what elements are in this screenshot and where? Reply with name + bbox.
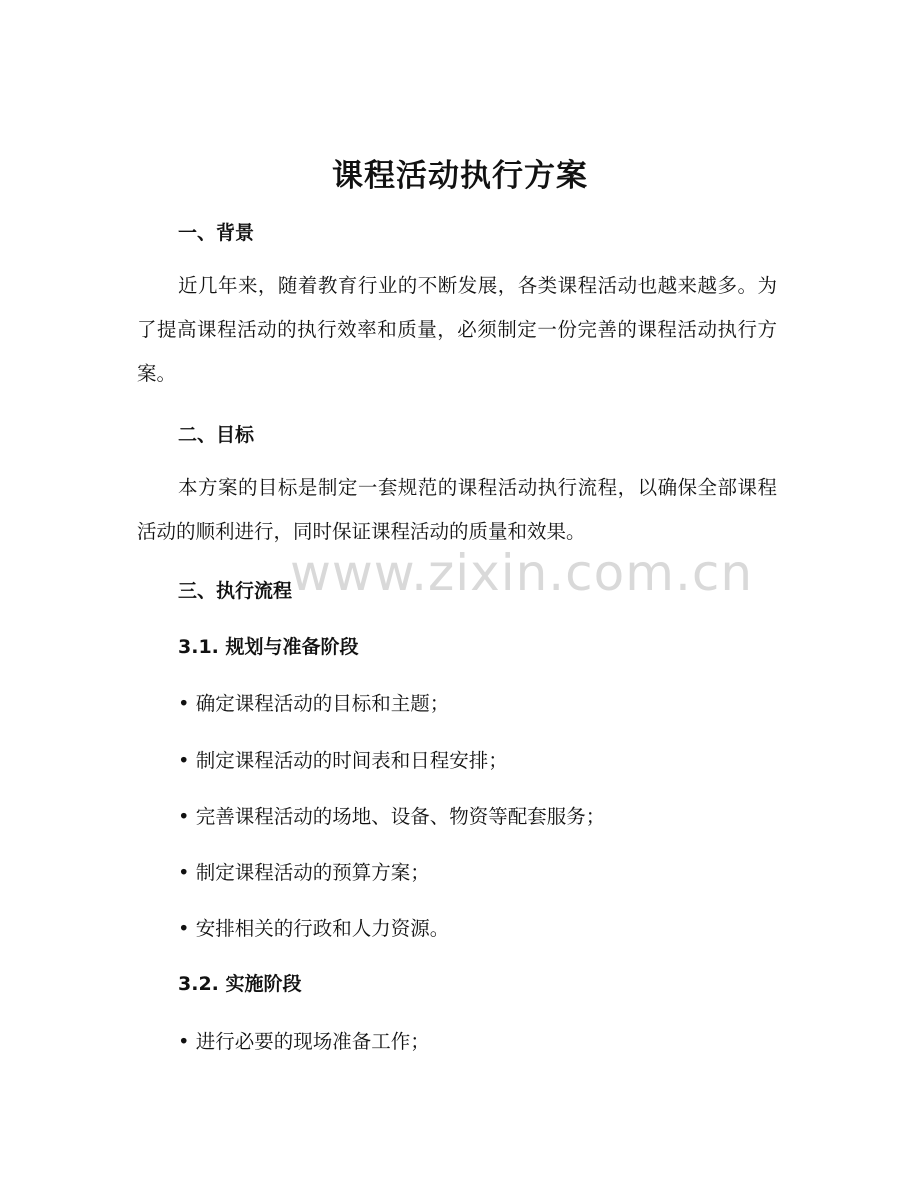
section-heading-process: 三、执行流程 [178,580,293,602]
subsection-heading-implementation: 3.2. 实施阶段 [178,973,302,995]
subsection-heading-planning: 3.1. 规划与准备阶段 [178,636,359,658]
list-item: • 确定课程活动的目标和主题； [178,692,450,715]
section-heading-goal: 二、目标 [178,424,255,446]
background-paragraph: 近几年来，随着教育行业的不断发展，各类课程活动也越来越多。为了提高课程活动的执行效率和质量，必须制定一份完善的课程活动执行方案。 [137,274,777,385]
list-item: • 制定课程活动的预算方案； [178,861,430,884]
goal-paragraph: 本方案的目标是制定一套规范的课程活动执行流程，以确保全部课程活动的顺利进行，同时保证课程活动的质量和效果。 [137,476,777,543]
watermark: www.zixin.com.cn [290,544,754,602]
list-item: • 制定课程活动的时间表和日程安排； [178,749,508,772]
list-item: • 完善课程活动的场地、设备、物资等配套服务； [178,805,606,828]
list-item: • 安排相关的行政和人力资源。 [178,917,450,940]
document-title: 课程活动执行方案 [332,158,588,194]
list-item: • 进行必要的现场准备工作； [178,1030,430,1053]
section-heading-background: 一、背景 [178,222,255,244]
